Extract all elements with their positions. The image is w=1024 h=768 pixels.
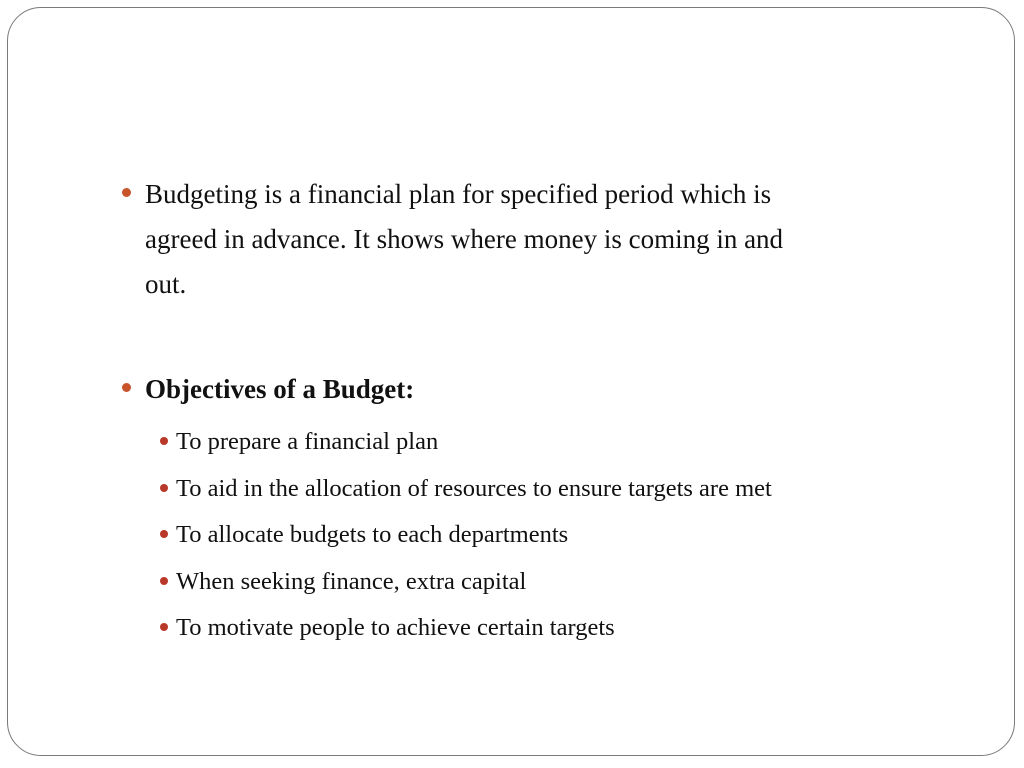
bullet-dot-icon: [122, 383, 131, 392]
sub-bullet-dot-icon: [160, 623, 168, 631]
paragraph-line-3: out.: [145, 269, 187, 299]
list-item: [176, 466, 976, 513]
sub-bullet-dot-icon: [160, 530, 168, 538]
slide-frame: [7, 7, 1015, 756]
objectives-list: [176, 419, 976, 652]
slide-content: [8, 8, 1014, 755]
paragraph-line-1: Budgeting is a financial plan for specified period which is: [145, 179, 772, 209]
objective-text: To motivate people to achieve certain targets: [176, 614, 615, 641]
paragraph-line-2: agreed in advance. It shows where money is coming in and: [145, 224, 784, 254]
sub-bullet-dot-icon: [160, 437, 168, 445]
objective-text: When seeking finance, extra capital: [176, 567, 527, 595]
sub-bullet-dot-icon: [160, 484, 168, 492]
objective-text: To prepare a financial plan: [176, 428, 439, 455]
objective-text: To aid in the allocation of resources to ensure targets are met: [176, 474, 772, 502]
list-item: [176, 559, 976, 606]
objective-text: To allocate budgets to each departments: [176, 521, 569, 548]
sub-bullet-dot-icon: [160, 577, 168, 585]
bullet-dot-icon: [122, 188, 131, 197]
list-item: [176, 605, 976, 652]
objectives-heading-bullet: [145, 367, 945, 412]
paragraph-bullet: [145, 172, 945, 307]
list-item: [176, 512, 976, 559]
objectives-heading: Objectives of a Budget:: [145, 374, 415, 404]
list-item: [176, 419, 976, 466]
